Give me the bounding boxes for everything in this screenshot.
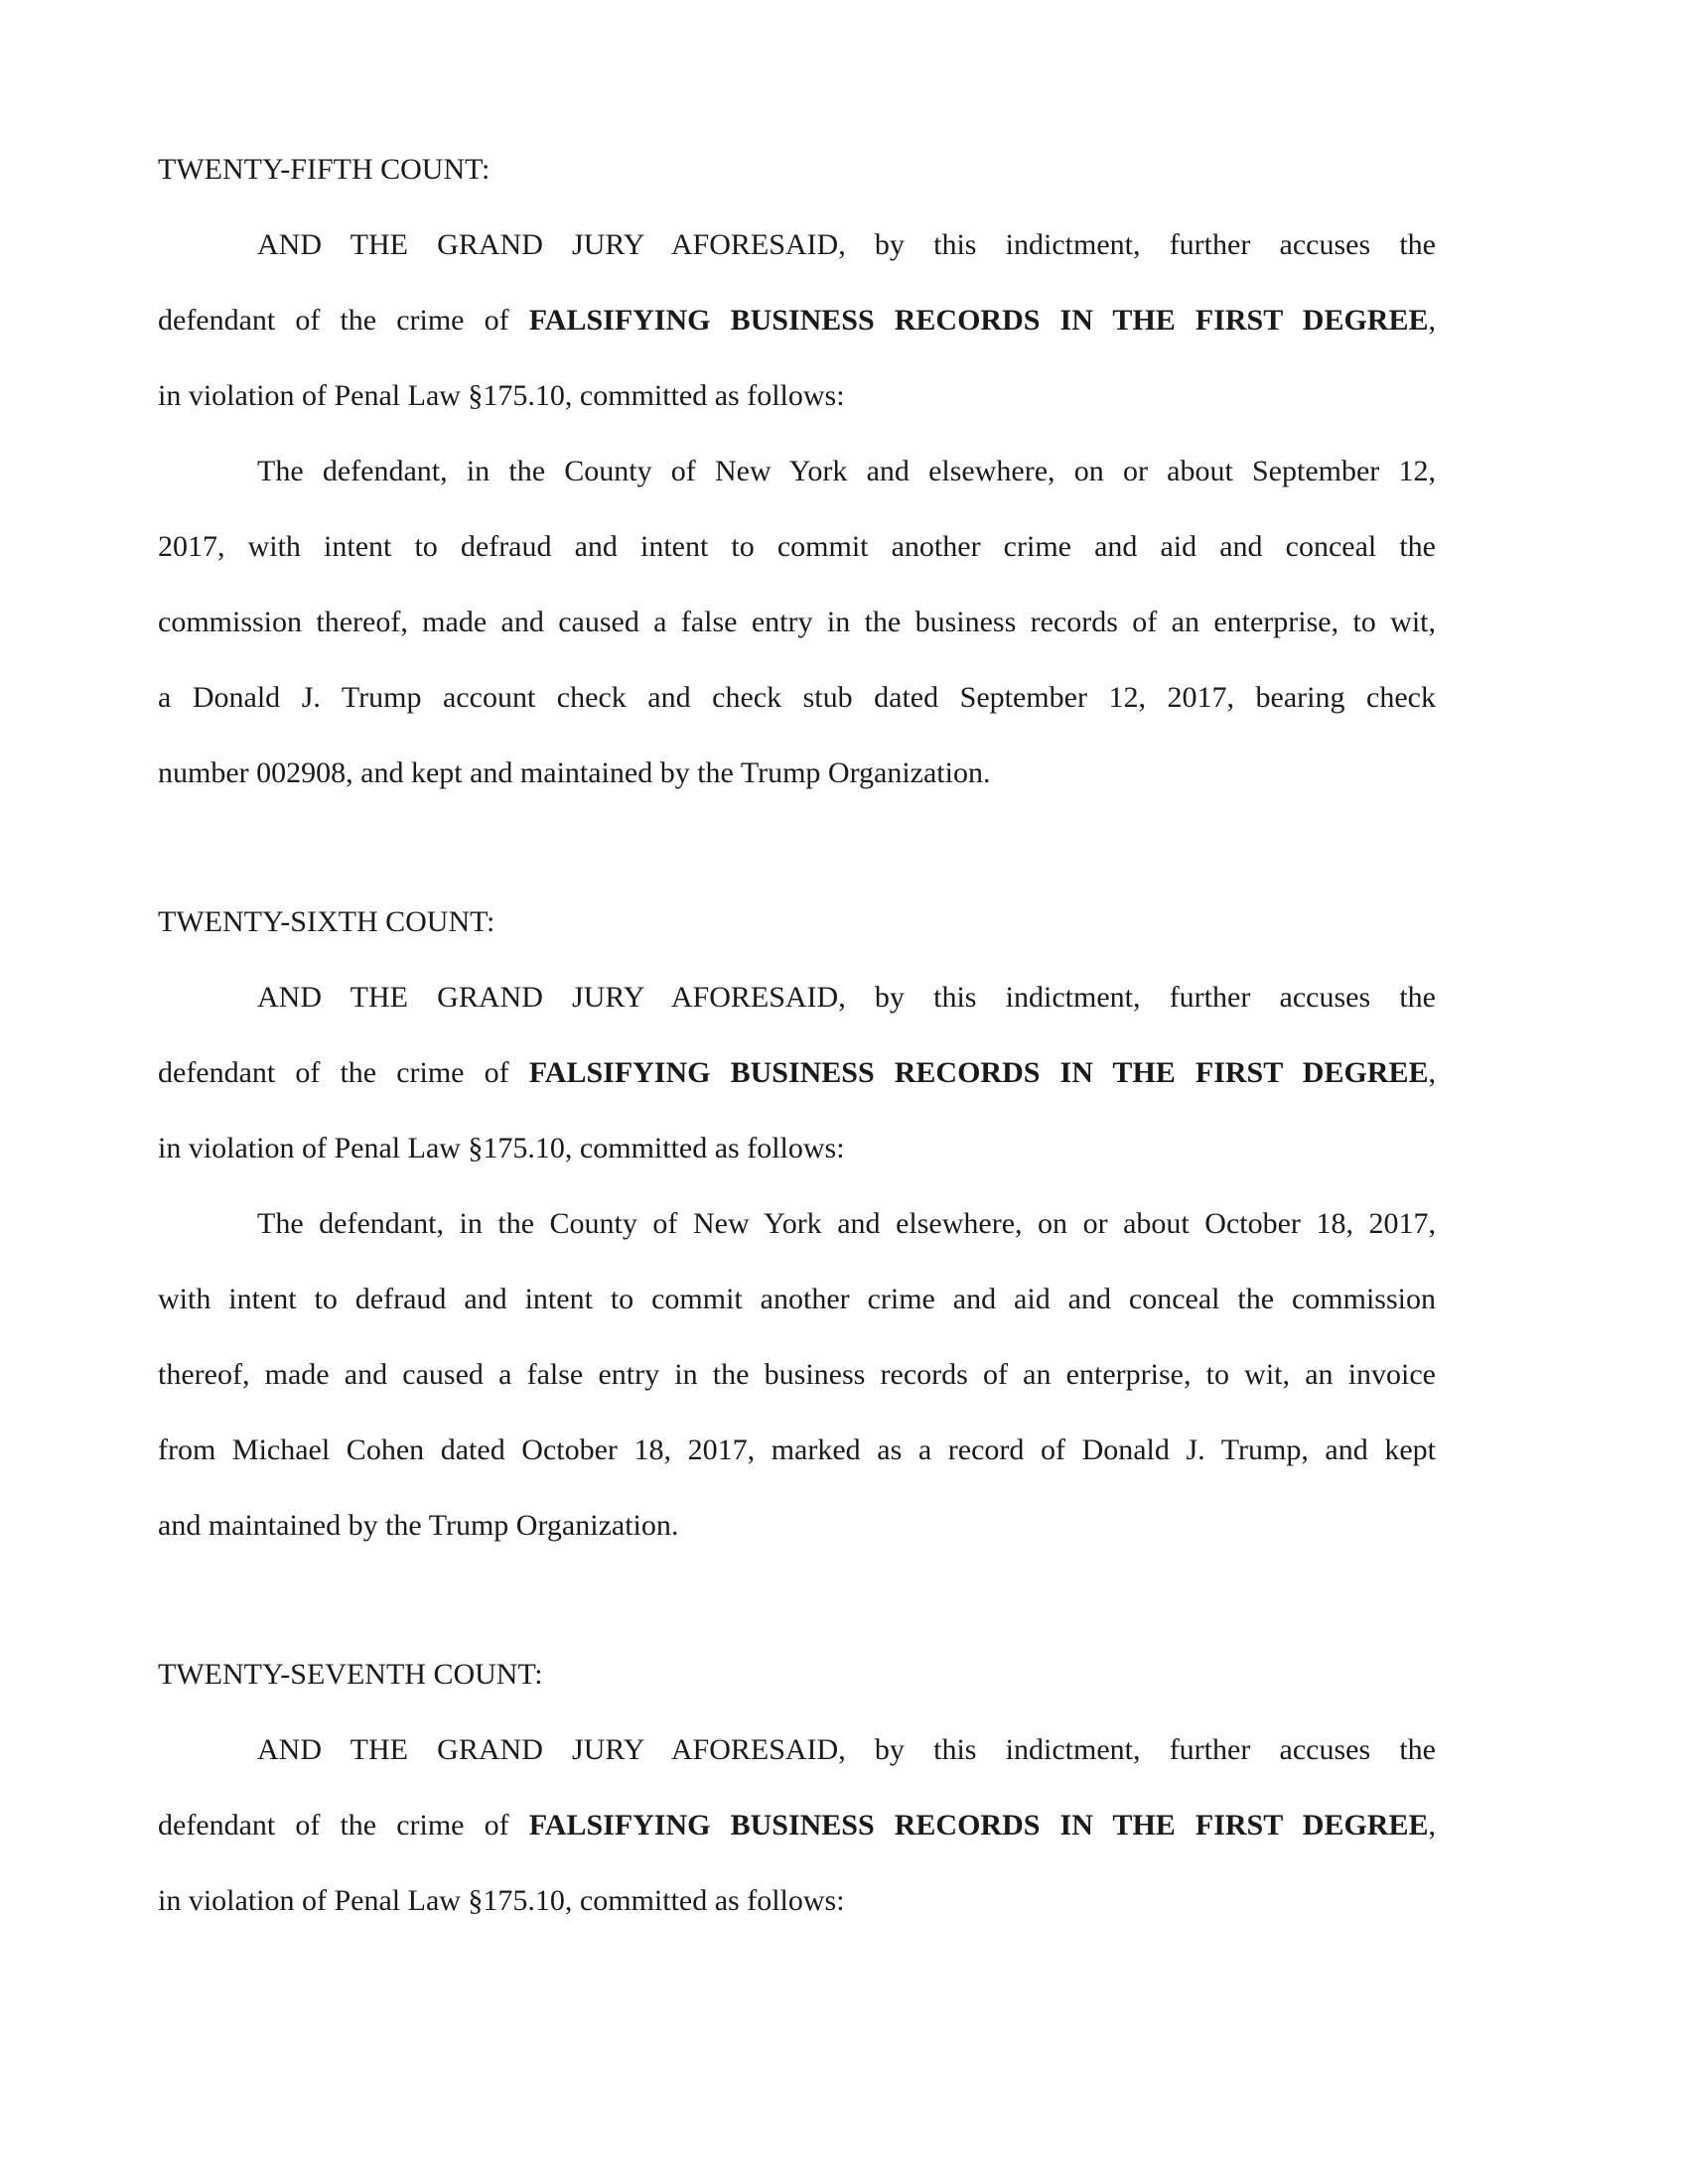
accusation-text: defendant of the crime of	[158, 1056, 529, 1089]
details-paragraph	[158, 434, 1436, 811]
accusation-text: ,	[1428, 1056, 1436, 1089]
accusation-paragraph	[158, 207, 1436, 434]
accusation-text: ,	[1428, 304, 1436, 337]
count-heading: TWENTY-FIFTH COUNT:	[158, 153, 491, 186]
accusation-line: in violation of Penal Law §175.10, committed as follows:	[158, 1884, 845, 1917]
crime-name: FALSIFYING BUSINESS RECORDS IN THE FIRST DEGREE	[528, 1056, 1429, 1089]
details-paragraph	[158, 1186, 1436, 1564]
accusation-line	[158, 1035, 1436, 1111]
accusation-paragraph	[158, 1712, 1436, 1939]
accusation-line: AND THE GRAND JURY AFORESAID, by this indictment, further accuses the	[257, 981, 1436, 1014]
accusation-line	[158, 1788, 1436, 1863]
accusation-line: in violation of Penal Law §175.10, committed as follows:	[158, 1132, 845, 1164]
details-line: The defendant, in the County of New York and elsewhere, on or about September 12,	[257, 455, 1436, 487]
accusation-paragraph	[158, 960, 1436, 1186]
accusation-line: in violation of Penal Law §175.10, committed as follows:	[158, 379, 845, 412]
count-section-26	[158, 885, 1436, 1564]
details-line: a Donald J. Trump account check and check stub dated September 12, 2017, bearing check	[158, 681, 1436, 714]
accusation-line	[158, 283, 1436, 358]
crime-name: FALSIFYING BUSINESS RECORDS IN THE FIRST DEGREE	[528, 1809, 1429, 1842]
accusation-text: defendant of the crime of	[158, 304, 529, 337]
details-line: thereof, made and caused a false entry in the business records of an enterprise, to wit, an invoice	[158, 1358, 1436, 1391]
count-heading: TWENTY-SEVENTH COUNT:	[158, 1658, 543, 1691]
count-section-25	[158, 132, 1436, 811]
crime-name: FALSIFYING BUSINESS RECORDS IN THE FIRST DEGREE	[528, 304, 1429, 337]
details-line: commission thereof, made and caused a false entry in the business records of an enterprise, to wit,	[158, 606, 1436, 638]
count-section-27	[158, 1637, 1436, 1939]
accusation-text: ,	[1428, 1809, 1436, 1842]
details-line: The defendant, in the County of New York and elsewhere, on or about October 18, 2017,	[257, 1207, 1436, 1240]
details-line: 2017, with intent to defraud and intent to commit another crime and aid and conceal the	[158, 530, 1436, 563]
accusation-text: defendant of the crime of	[158, 1809, 529, 1842]
accusation-line: AND THE GRAND JURY AFORESAID, by this indictment, further accuses the	[257, 1733, 1436, 1766]
details-line: and maintained by the Trump Organization.	[158, 1509, 679, 1542]
details-line: number 002908, and kept and maintained by the Trump Organization.	[158, 756, 991, 789]
details-line: with intent to defraud and intent to commit another crime and aid and conceal the commission	[158, 1283, 1436, 1315]
count-heading: TWENTY-SIXTH COUNT:	[158, 905, 495, 938]
details-line: from Michael Cohen dated October 18, 2017, marked as a record of Donald J. Trump, and kept	[158, 1433, 1436, 1466]
accusation-line: AND THE GRAND JURY AFORESAID, by this indictment, further accuses the	[257, 228, 1436, 261]
